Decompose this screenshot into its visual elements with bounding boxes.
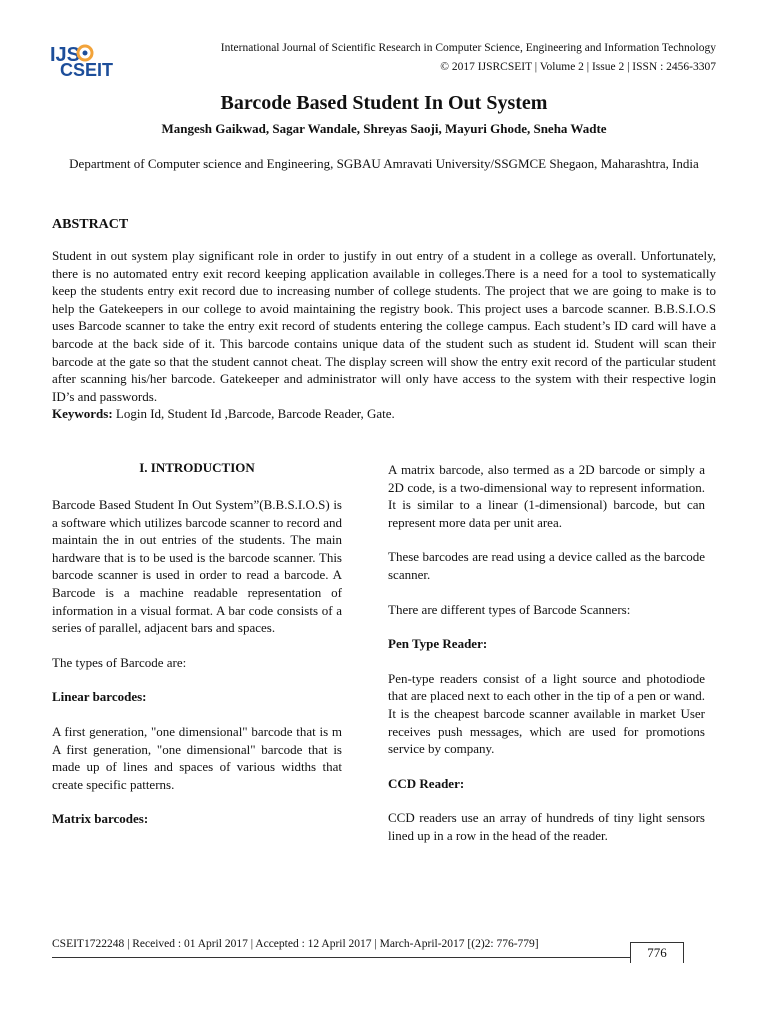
right-column bbox=[388, 461, 705, 845]
paper-title: Barcode Based Student In Out System bbox=[220, 92, 548, 114]
page-number: 776 bbox=[630, 942, 684, 963]
subheading-ccd-reader: CCD Reader: bbox=[388, 775, 465, 791]
logo-text-bottom: CSEIT bbox=[60, 60, 114, 80]
keywords-text: Login Id, Student Id ,Barcode, Barcode Reader, Gate. bbox=[112, 406, 395, 421]
right-paragraph-5: CCD readers use an array of hundreds of tiny light sensors lined up in a row in the head of the reader. bbox=[388, 810, 705, 843]
subheading-matrix-barcodes: Matrix barcodes: bbox=[52, 811, 149, 827]
right-paragraph-2: These barcodes are read using a device called as the barcode scanner. bbox=[388, 549, 705, 582]
subheading-pen-type-reader: Pen Type Reader: bbox=[388, 636, 488, 652]
journal-issue: © 2017 IJSRCSEIT | Volume 2 | Issue 2 | ISSN : 2456-3307 bbox=[440, 61, 716, 73]
intro-paragraph-3: A first generation, "one dimensional" barcode that is m A first generation, "one dimensional" barcode that is made up of lines and spaces of various widths that create specific patterns. bbox=[52, 723, 342, 792]
abstract-body: Student in out system play significant role in order to justify in out entry of a student in a college as overall. Unfortunately, there is no automated entry exit record keeping application available in colleges.There is a need for a tool to systematically keep the students entry exit record due to increasing number of college students. The project that we are going to make is to help the Gatekeepers in our college to avoid maintaining the registry book. This project uses a barcode scanner. B.B.S.I.O.S uses Barcode scanner to take the entry exit record of students entering the college campus. Each student’s ID card will have a barcode at the back side of it. This barcode contains unique data of the student such as student id. Student will scan their barcode at the gate so that the student cannot cheat. The display screen will show the entry exit record of the particular student after scanning his/her barcode. Gatekeeper and administrator will only have access to the system with their respective login ID’s and passwords. bbox=[52, 248, 716, 404]
journal-name: International Journal of Scientific Research in Computer Science, Engineering and Information Technology bbox=[220, 42, 716, 54]
section-heading-introduction: I. INTRODUCTION bbox=[139, 460, 255, 475]
keywords-label: Keywords: bbox=[52, 406, 113, 421]
abstract-heading: ABSTRACT bbox=[52, 217, 129, 232]
right-paragraph-3: There are different types of Barcode Scanners: bbox=[388, 601, 631, 617]
logo-text-top: IJS bbox=[50, 44, 81, 66]
footer-citation: CSEIT1722248 | Received : 01 April 2017 | Accepted : 12 April 2017 | March-April-2017 [(2)2: 776-779] bbox=[52, 938, 539, 950]
footer-rule bbox=[52, 957, 630, 958]
right-paragraph-1: A matrix barcode, also termed as a 2D barcode or simply a 2D code, is a two-dimensional way to represent information. It is similar to a linear (1-dimensional) barcode, but can represent more data per unit area. bbox=[388, 462, 705, 530]
subheading-linear-barcodes: Linear barcodes: bbox=[52, 689, 147, 705]
right-paragraph-4: Pen-type readers consist of a light source and photodiode that are placed next to each other in the tip of a pen or wand. It is the cheapest barcode scanner available in market User receives push messages, which are used for promotions service by company. bbox=[388, 670, 705, 757]
keywords-line bbox=[52, 406, 716, 422]
left-column bbox=[52, 496, 342, 828]
paper-authors: Mangesh Gaikwad, Sagar Wandale, Shreyas Saoji, Mayuri Ghode, Sneha Wadte bbox=[161, 121, 607, 136]
journal-logo bbox=[50, 44, 114, 80]
intro-paragraph-2: The types of Barcode are: bbox=[52, 654, 187, 670]
paper-affiliation: Department of Computer science and Engineering, SGBAU Amravati University/SSGMCE Shegaon, Maharashtra, India bbox=[69, 156, 699, 171]
intro-paragraph-1: Barcode Based Student In Out System”(B.B.S.I.O.S) is a software which utilizes barcode scanner to record and maintain the in out entries of the students. The main hardware that is to be used is the barcode scanner. This barcode scanner is used in order to read a barcode. A Barcode is a machine readable representation of information in a visual format. A bar code consists of a series of parallel, adjacent bars and spaces. bbox=[52, 497, 342, 636]
